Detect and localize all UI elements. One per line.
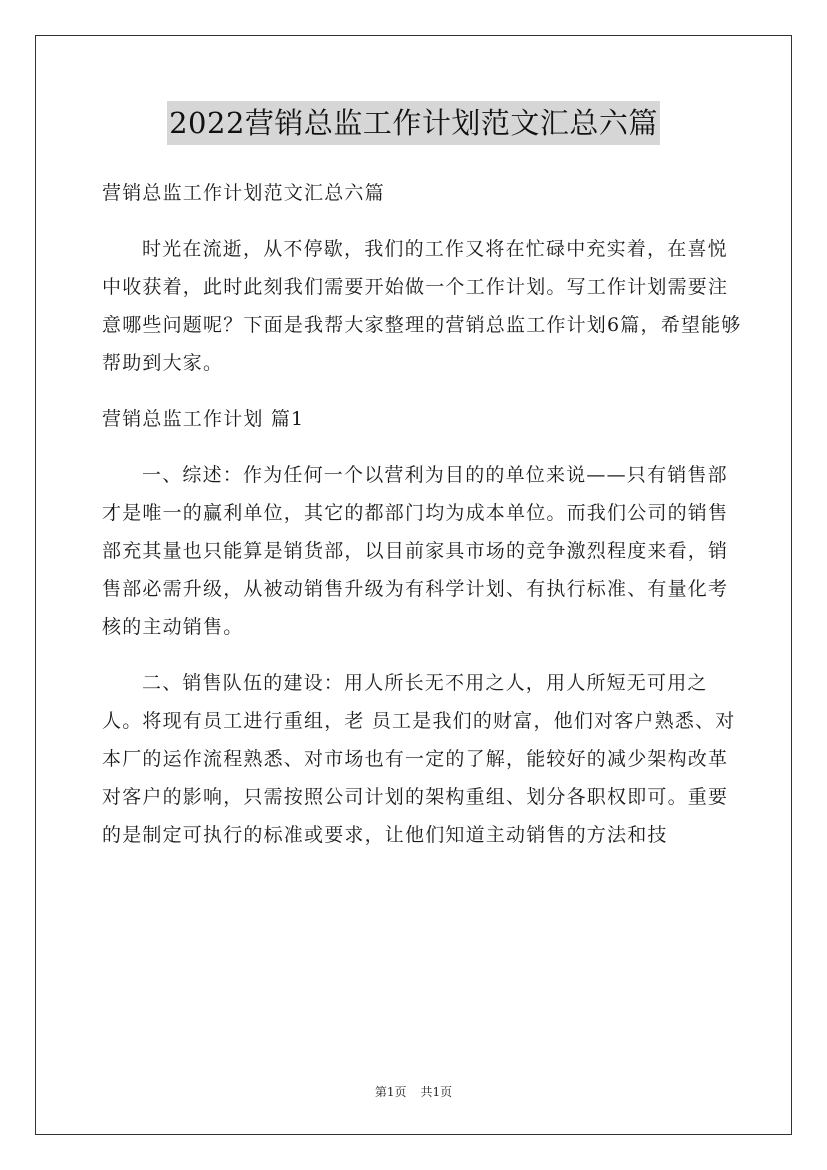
page-number: 第1页 xyxy=(374,1085,407,1099)
intro-paragraph: 时光在流逝，从不停歇，我们的工作又将在忙碌中充实着，在喜悦中收获着，此时此刻我们需要开始做一个工作计划。写工作计划需要注意哪些问题呢？下面是我帮大家整理的营销总监工作计划6篇，希望能够帮助到大家。 xyxy=(102,238,742,374)
document-title: 2022营销总监工作计划范文汇总六篇 xyxy=(167,101,660,145)
section-heading: 营销总监工作计划 篇1 xyxy=(102,408,305,430)
page-footer xyxy=(0,1083,827,1101)
paragraph-overview: 一、综述：作为任何一个以营利为目的的单位来说——只有销售部才是唯一的赢利单位，其它的都部门均为成本单位。而我们公司的销售部充其量也只能算是销货部，以目前家具市场的竞争激烈程度来看，销售部必需升级，从被动销售升级为有科学计划、有执行标准、有量化考核的主动销售。 xyxy=(102,464,729,638)
paragraph-team: 二、销售队伍的建设：用人所长无不用之人，用人所短无可用之人。将现有员工进行重组，老 员工是我们的财富，他们对客户熟悉、对本厂的运作流程熟悉、对市场也有一定的了解，能较好的减少架构改革对客户的影响，只需按照公司计划的架构重组、划分各职权即可。重要的是制定可执行的标准或要求，让他们知道主动销售的方法和技 xyxy=(102,672,736,846)
document-subtitle: 营销总监工作计划范文汇总六篇 xyxy=(102,182,385,204)
title-container xyxy=(0,101,827,145)
document-body xyxy=(102,174,742,872)
page-total: 共1页 xyxy=(420,1085,453,1099)
